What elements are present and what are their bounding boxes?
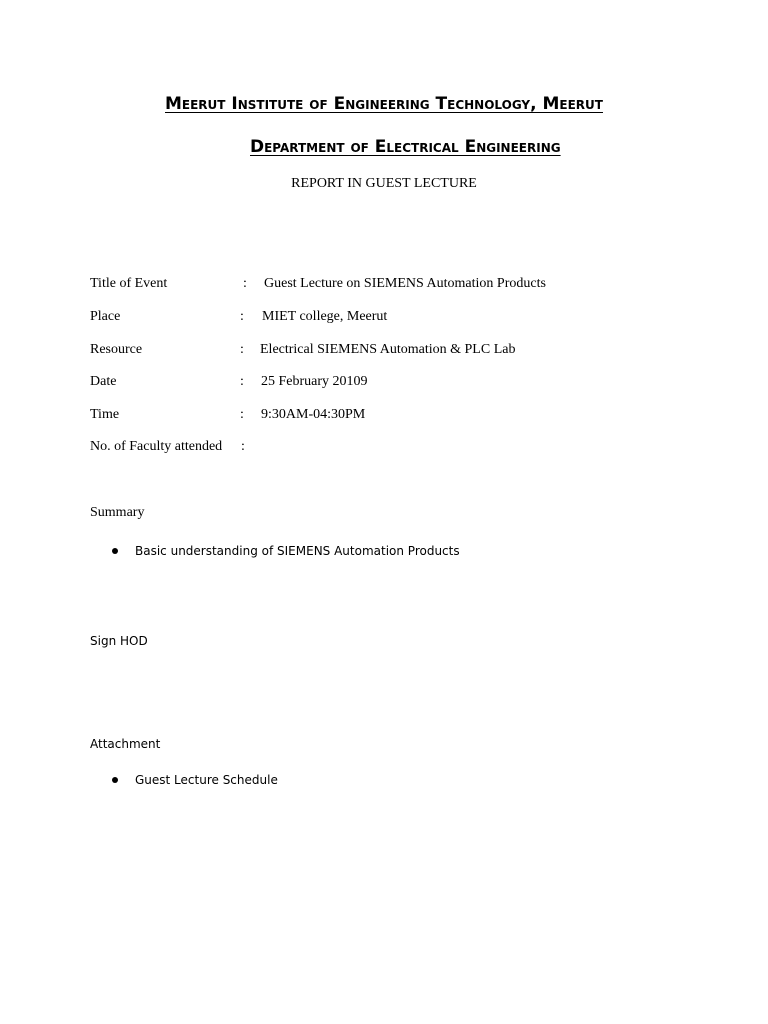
- field-label: Resource: [90, 342, 143, 357]
- field-date: [90, 374, 690, 394]
- field-label: Place: [90, 309, 121, 324]
- field-label: Time: [90, 407, 120, 422]
- field-value: 9:30AM-04:30PM: [261, 407, 366, 422]
- field-time: [90, 407, 690, 427]
- field-value: MIET college, Meerut: [262, 309, 388, 324]
- field-place: [90, 309, 690, 329]
- sign-hod-label: Sign HOD: [90, 634, 148, 648]
- institute-heading: Meerut Institute of Engineering Technology, Meerut: [165, 94, 603, 114]
- attachment-heading: Attachment: [90, 737, 161, 751]
- field-label: No. of Faculty attended: [90, 439, 223, 454]
- field-colon: :: [241, 439, 245, 454]
- field-colon: :: [240, 342, 244, 357]
- field-colon: :: [240, 309, 244, 324]
- field-resource: [90, 342, 690, 362]
- field-value: Electrical SIEMENS Automation & PLC Lab: [260, 342, 516, 357]
- field-label: Date: [90, 374, 117, 389]
- bullet-icon: [112, 777, 118, 783]
- attachment-item-text: Guest Lecture Schedule: [135, 773, 278, 787]
- field-value: 25 February 20109: [261, 374, 368, 389]
- summary-item-text: Basic understanding of SIEMENS Automation Products: [135, 544, 460, 558]
- field-colon: :: [243, 276, 247, 291]
- summary-list-item: [112, 544, 460, 558]
- field-colon: :: [240, 374, 244, 389]
- bullet-icon: [112, 548, 118, 554]
- field-faculty-attended: [90, 439, 690, 459]
- field-colon: :: [240, 407, 244, 422]
- attachment-list-item: [112, 773, 278, 787]
- field-label: Title of Event: [90, 276, 168, 291]
- field-title-of-event: [90, 276, 690, 296]
- department-heading: Department of Electrical Engineering: [250, 137, 561, 157]
- summary-heading: Summary: [90, 505, 145, 520]
- report-title: REPORT IN GUEST LECTURE: [291, 176, 477, 191]
- field-value: Guest Lecture on SIEMENS Automation Products: [264, 276, 546, 291]
